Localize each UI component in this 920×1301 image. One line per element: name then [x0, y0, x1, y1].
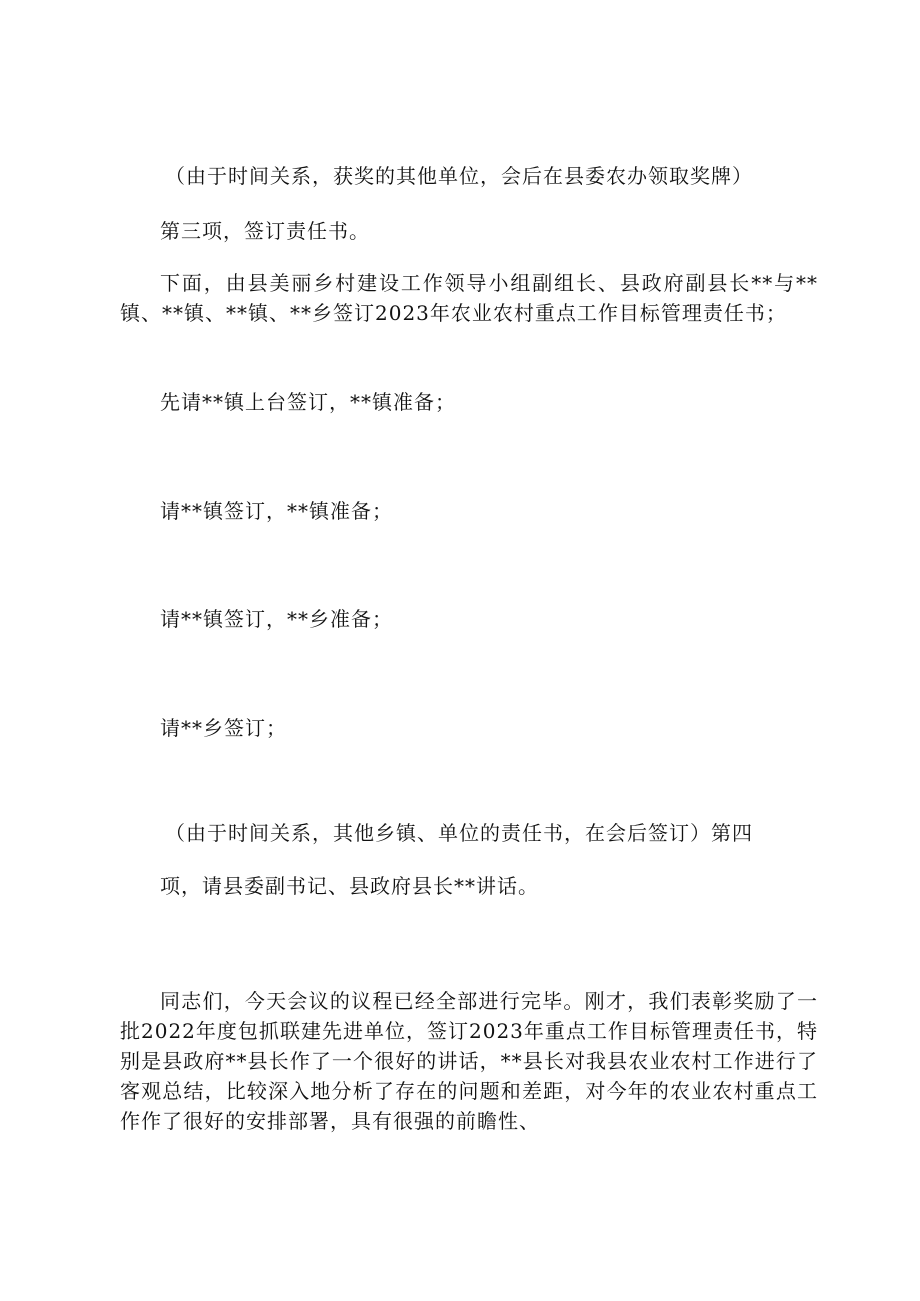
- closing-paragraph: 同志们，今天会议的议程已经全部进行完毕。刚才，我们表彰奖励了一批2022年度包抓联建先进单位，签订2023年重点工作目标管理责任书，特别是县政府**县长作了一个很好的讲话，**县长对我县农业农村工作进行了客观总结，比较深入地分析了存在的问题和差距，对今年的农业农村重点工作作了很好的安排部署，具有很强的前瞻性、: [120, 989, 818, 1133]
- signing-step-third: 请**镇签订，**乡准备；: [160, 607, 393, 631]
- signing-intro-paragraph: 下面，由县美丽乡村建设工作领导小组副组长、县政府副县长**与**镇、**镇、**镇、**乡签订2023年农业农村重点工作目标管理责任书；: [120, 271, 818, 325]
- agenda-item-three: 第三项，签订责任书。: [160, 219, 370, 243]
- signing-step-second: 请**镇签订，**镇准备；: [160, 499, 393, 523]
- signing-step-first: 先请**镇上台签订，**镇准备；: [160, 390, 456, 414]
- agenda-item-four: 项，请县委副书记、县政府县长**讲话。: [160, 874, 539, 898]
- signing-step-fourth: 请**乡签订；: [160, 716, 287, 740]
- signing-note-line: （由于时间关系，其他乡镇、单位的责任书，在会后签订）第四: [165, 821, 753, 845]
- award-note-line: （由于时间关系，获奖的其他单位，会后在县委农办领取奖牌）: [165, 164, 753, 188]
